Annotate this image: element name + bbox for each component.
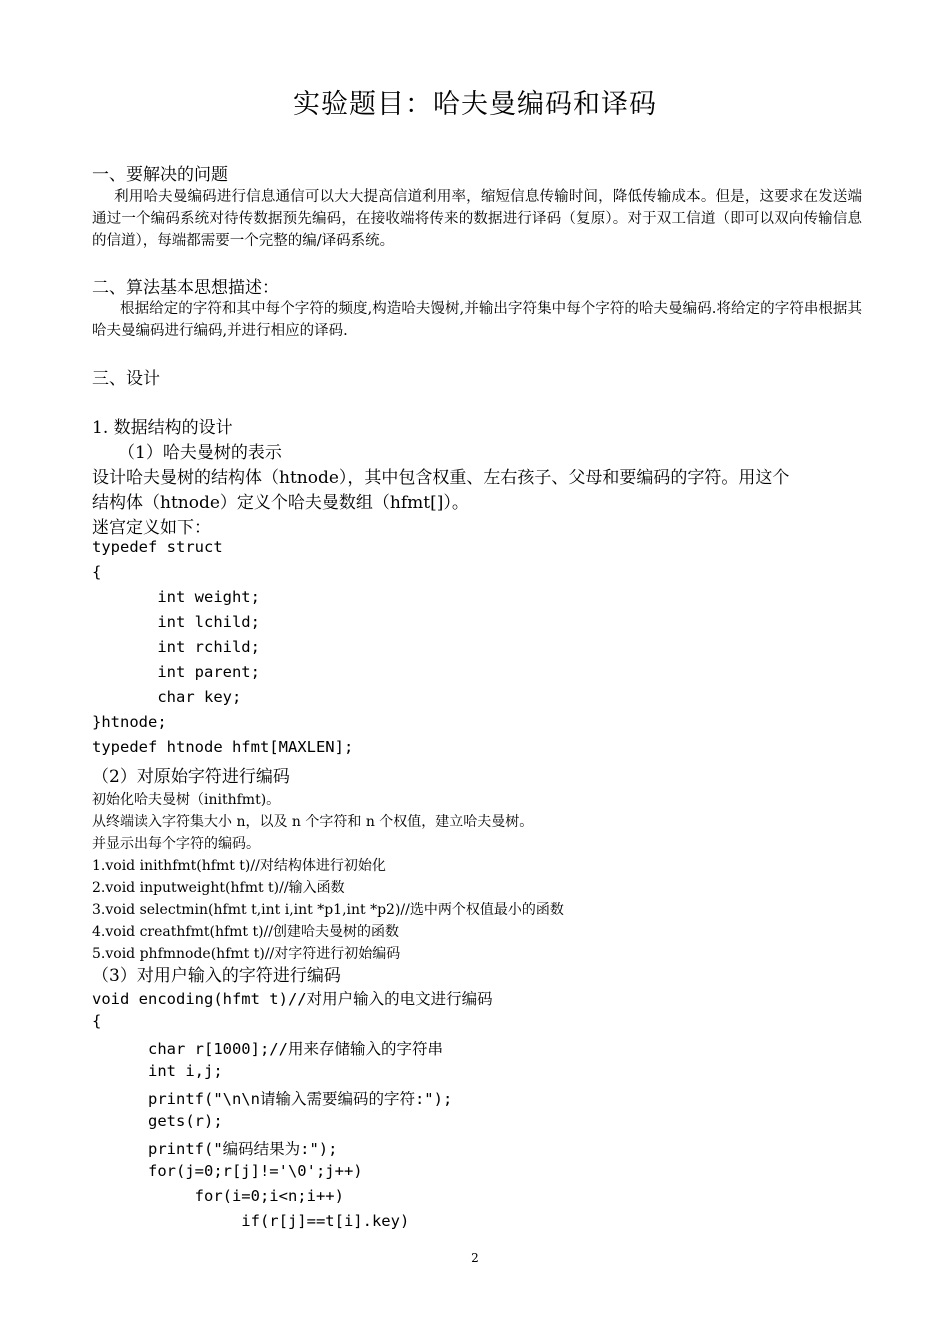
code-line: typedef htnode hfmt[MAXLEN]; [92, 738, 354, 756]
code-line: char r[1000];//用来存储输入的字符串 [92, 1040, 443, 1058]
code-line: int i,j; [92, 1062, 223, 1080]
description-line: 结构体（htnode）定义个哈夫曼数组（hfmt[]）。 [92, 493, 469, 513]
code-line: void encoding(hfmt t)//对用户输入的电文进行编码 [92, 990, 493, 1008]
code-line: typedef struct [92, 538, 223, 556]
section-body-algorithm: 根据给定的字符和其中每个字符的频度,构造哈夫馒树,并输出字符集中每个字符的哈夫曼编码.将给定的字符串根据其哈夫曼编码进行编码,并进行相应的译码. [92, 301, 862, 339]
description-line: 设计哈夫曼树的结构体（htnode），其中包含权重、左右孩子、父母和要编码的字符。用这个 [92, 468, 790, 488]
page-title: 实验题目：哈夫曼编码和译码 [293, 89, 657, 120]
description-line: 迷宫定义如下： [92, 518, 211, 538]
subsection-encode-input: （3）对用户输入的字符进行编码 [92, 966, 341, 986]
note-line: 2.void inputweight(hfmt t)//输入函数 [92, 880, 345, 896]
subsection-huffman-tree: （1）哈夫曼树的表示 [118, 443, 282, 463]
code-line: for(i=0;i<n;i++) [92, 1187, 344, 1205]
code-line: int weight; [92, 588, 260, 606]
code-line: int parent; [92, 663, 260, 681]
code-line: if(r[j]==t[i].key) [92, 1212, 410, 1230]
note-line: 1.void inithfmt(hfmt t)//对结构体进行初始化 [92, 858, 386, 874]
code-line: char key; [92, 688, 242, 706]
code-line: { [92, 1012, 102, 1030]
subsection-data-structure: 1. 数据结构的设计 [92, 418, 233, 438]
code-line: gets(r); [92, 1112, 223, 1130]
code-line: }htnode; [92, 713, 167, 731]
note-line: 3.void selectmin(hfmt t,int i,int *p1,int *p2)//选中两个权值最小的函数 [92, 902, 564, 918]
note-line: 并显示出每个字符的编码。 [92, 836, 260, 852]
note-line: 从终端读入字符集大小 n，以及 n 个字符和 n 个权值，建立哈夫曼树。 [92, 814, 534, 830]
subsection-encode-original: （2）对原始字符进行编码 [92, 767, 290, 787]
code-line: for(j=0;r[j]!='\0';j++) [92, 1162, 363, 1180]
code-line: int rchild; [92, 638, 260, 656]
code-line: printf("\n\n请输入需要编码的字符:"); [92, 1090, 453, 1108]
page-number: 2 [471, 1251, 479, 1265]
section-heading-algorithm: 二、算法基本思想描述： [92, 278, 279, 298]
section-heading-problem: 一、要解决的问题 [92, 165, 228, 185]
code-line: { [92, 563, 102, 581]
note-line: 5.void phfmnode(hfmt t)//对字符进行初始编码 [92, 946, 401, 962]
section-heading-design: 三、设计 [92, 369, 160, 389]
code-line: int lchild; [92, 613, 260, 631]
code-line: printf("编码结果为:"); [92, 1140, 338, 1158]
note-line: 4.void creathfmt(hfmt t)//创建哈夫曼树的函数 [92, 924, 400, 940]
note-line: 初始化哈夫曼树（inithfmt)。 [92, 792, 281, 808]
section-body-problem: 利用哈夫曼编码进行信息通信可以大大提高信道利用率，缩短信息传输时间，降低传输成本。但是，这要求在发送端通过一个编码系统对待传数据预先编码，在接收端将传来的数据进行译码（复原）。对于双工信道（即可以双向传输信息的信道），每端都需要一个完整的编/译码系统。 [92, 189, 862, 249]
